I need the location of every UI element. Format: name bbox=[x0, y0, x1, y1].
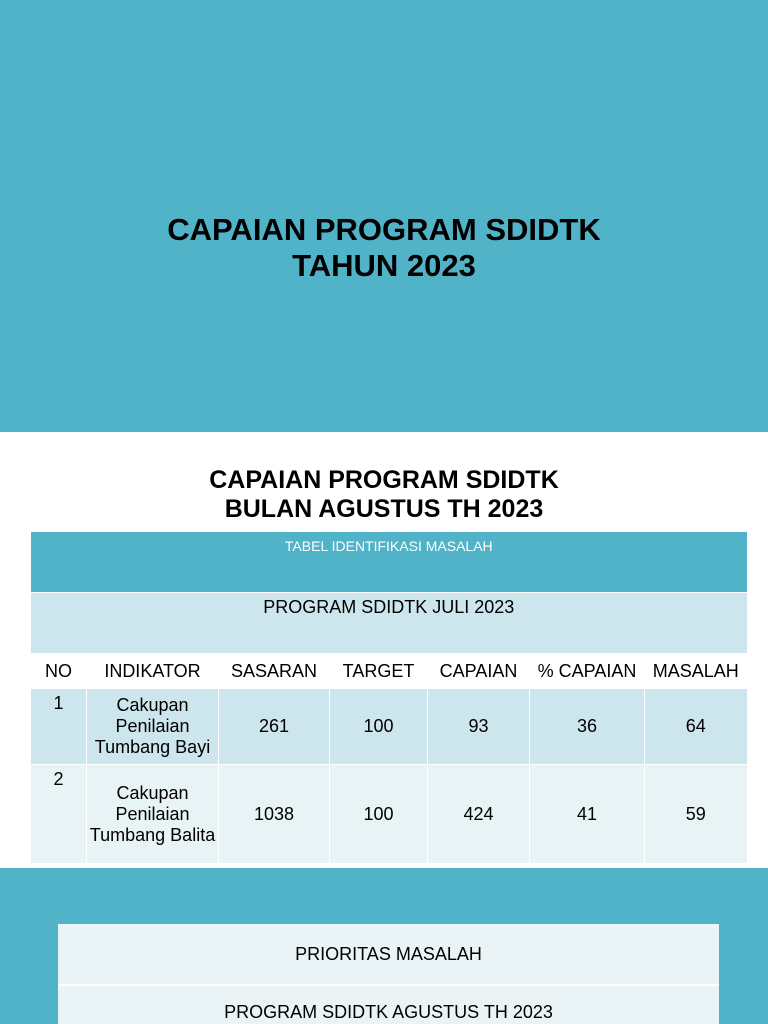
table-cell: 41 bbox=[530, 765, 645, 864]
table-cell: 59 bbox=[645, 765, 747, 864]
table-caption: TABEL IDENTIFIKASI MASALAH bbox=[31, 532, 747, 593]
column-header: NO bbox=[31, 654, 87, 689]
column-header: MASALAH bbox=[645, 654, 747, 689]
slide-priority bbox=[0, 868, 768, 1024]
table-cell: 36 bbox=[530, 689, 645, 765]
slide-title-heading bbox=[0, 212, 768, 284]
slide-table-heading bbox=[0, 466, 768, 524]
priority-table bbox=[58, 924, 719, 1024]
table-cell: 100 bbox=[330, 765, 428, 864]
slide-title bbox=[0, 0, 768, 432]
table-cell-indicator: Cakupan Penilaian Tumbang Balita bbox=[87, 765, 219, 864]
priority-program: PROGRAM SDIDTK AGUSTUS TH 2023 bbox=[224, 1002, 553, 1022]
title-line-1: CAPAIAN PROGRAM SDIDTK bbox=[167, 212, 601, 247]
table-cell-indicator: Cakupan Penilaian Tumbang Bayi bbox=[87, 689, 219, 765]
title-line-2: TAHUN 2023 bbox=[292, 248, 476, 283]
table-cell-no: 1 bbox=[31, 689, 87, 765]
column-header: SASARAN bbox=[219, 654, 330, 689]
column-header: % CAPAIAN bbox=[530, 654, 645, 689]
priority-heading: PRIORITAS MASALAH bbox=[58, 924, 719, 986]
table-program: PROGRAM SDIDTK JULI 2023 bbox=[31, 593, 747, 654]
table-cell: 261 bbox=[219, 689, 330, 765]
table-program-row bbox=[31, 593, 747, 654]
identification-table bbox=[30, 532, 747, 864]
table-row bbox=[31, 689, 747, 765]
identification-table-wrapper bbox=[30, 532, 746, 864]
table-header-row bbox=[31, 654, 747, 689]
table-cell: 100 bbox=[330, 689, 428, 765]
column-header: CAPAIAN bbox=[428, 654, 530, 689]
table-cell-no: 2 bbox=[31, 765, 87, 864]
table-caption-row bbox=[31, 532, 747, 593]
table-cell: 424 bbox=[428, 765, 530, 864]
heading-line-2: BULAN AGUSTUS TH 2023 bbox=[224, 495, 544, 523]
slide-table bbox=[0, 434, 768, 866]
table-cell: 1038 bbox=[219, 765, 330, 864]
table-cell: 93 bbox=[428, 689, 530, 765]
heading-line-1: CAPAIAN PROGRAM SDIDTK bbox=[209, 466, 559, 494]
column-header: TARGET bbox=[330, 654, 428, 689]
table-row bbox=[31, 765, 747, 864]
column-header: INDIKATOR bbox=[87, 654, 219, 689]
table-cell: 64 bbox=[645, 689, 747, 765]
